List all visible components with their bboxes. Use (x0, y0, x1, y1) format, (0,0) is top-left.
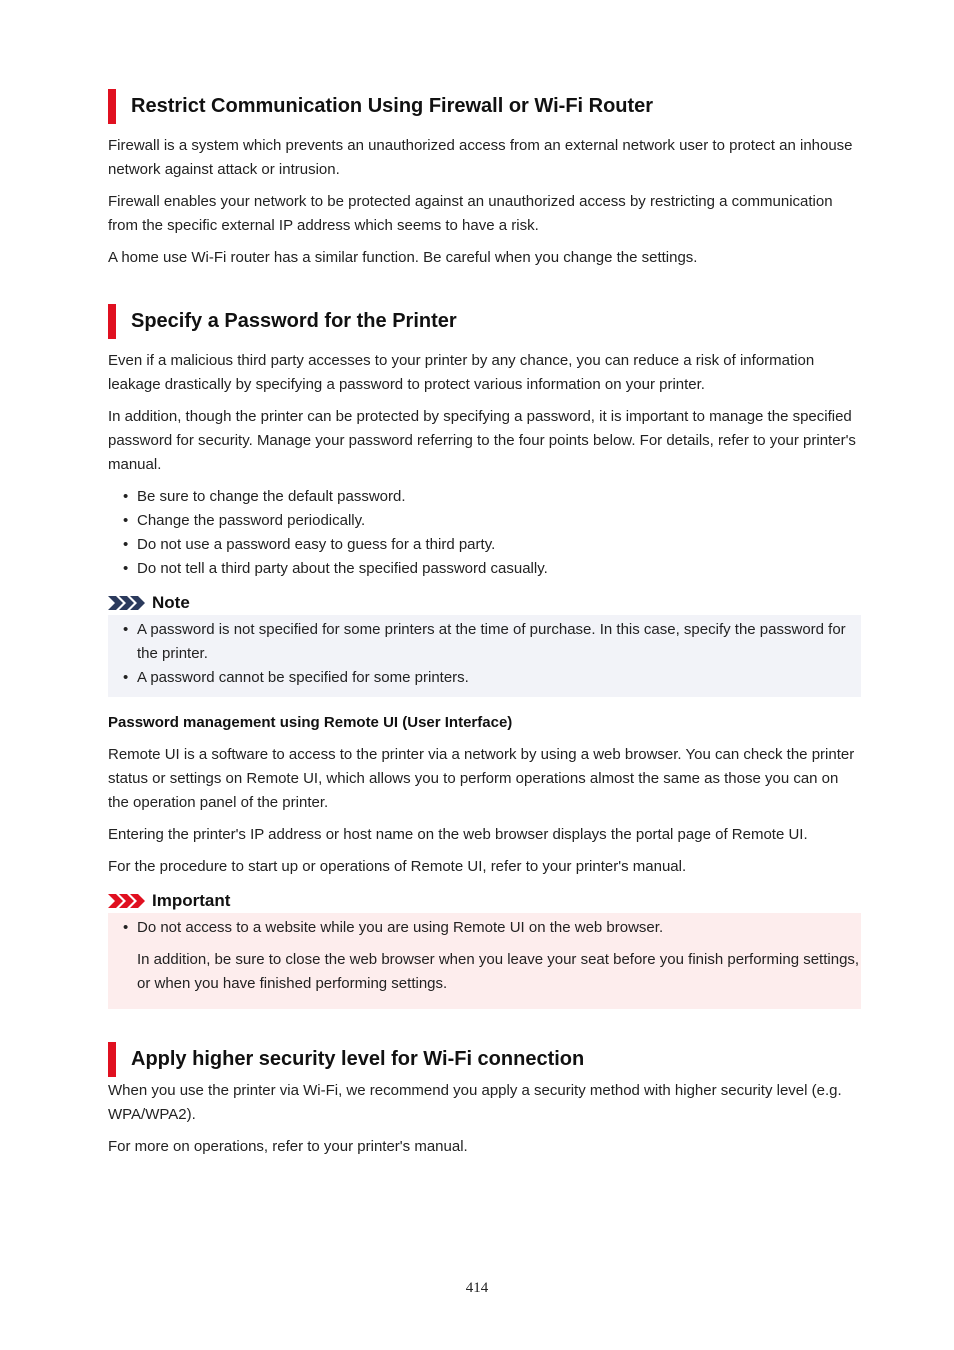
list-item (108, 557, 861, 581)
list-item (108, 533, 861, 557)
bullet: • (123, 560, 129, 577)
important-chevrons-icon (108, 894, 148, 908)
section-accent-bar (108, 89, 116, 124)
paragraph: Firewall is a system which prevents an unauthorized access from an external network user to protect an inhouse network against attack or intrusion. (108, 137, 853, 178)
bullet: • (123, 669, 129, 686)
list-item-text: Do not access to a website while you are using Remote UI on the web browser. (137, 919, 664, 936)
list-item (108, 666, 861, 690)
note-list (108, 618, 861, 690)
paragraph: When you use the printer via Wi-Fi, we recommend you apply a security method with higher security level (e.g. WPA/WPA2). (108, 1082, 842, 1123)
important-box (108, 913, 861, 1009)
paragraph: Even if a malicious third party accesses to your printer by any chance, you can reduce a risk of information leakage drastically by specifying a password to protect various information on your printer. (108, 352, 815, 393)
list-item-text: Change the password periodically. (137, 512, 366, 529)
list-item (108, 618, 861, 666)
note-box (108, 615, 861, 697)
bullet: • (123, 536, 129, 553)
important-label: Important (152, 891, 231, 910)
paragraph: For the procedure to start up or operations of Remote UI, refer to your printer's manual. (108, 858, 687, 875)
important-heading (108, 889, 861, 913)
subheading-remote-ui: Password management using Remote UI (User Interface) (108, 714, 513, 731)
paragraph: Firewall enables your network to be protected against an unauthorized access by restricting a communication from the specific external IP address which seems to have a risk. (108, 193, 833, 234)
document-page (108, 88, 861, 1159)
list-item (108, 509, 861, 533)
important-list (108, 916, 861, 940)
list-item (108, 916, 861, 940)
paragraph: A home use Wi-Fi router has a similar function. Be careful when you change the settings. (108, 249, 698, 266)
list-item (108, 485, 861, 509)
paragraph: For more on operations, refer to your printer's manual. (108, 1138, 468, 1155)
list-item-text: Be sure to change the default password. (137, 488, 406, 505)
section-accent-bar (108, 304, 116, 339)
bullet: • (123, 919, 129, 936)
note-chevrons-icon (108, 596, 148, 610)
section-title-text: Specify a Password for the Printer (131, 310, 457, 332)
section-title-text: Restrict Communication Using Firewall or Wi-Fi Router (131, 95, 654, 117)
note-label: Note (152, 593, 190, 612)
section-title-password (108, 303, 861, 339)
list-item-text: A password cannot be specified for some printers. (137, 669, 469, 686)
list-item-text: A password is not specified for some printers at the time of purchase. In this case, specify the password for the printer. (137, 621, 846, 662)
paragraph: Entering the printer's IP address or host name on the web browser displays the portal page of Remote UI. (108, 826, 808, 843)
important-followup: In addition, be sure to close the web browser when you leave your seat before you finish performing settings, or when you have finished performing settings. (137, 951, 860, 992)
list-item-text: Do not use a password easy to guess for a third party. (137, 536, 496, 553)
section-title-text: Apply higher security level for Wi-Fi connection (131, 1048, 585, 1070)
section-title-wifi-security (108, 1041, 861, 1077)
password-tips-list (108, 485, 861, 581)
paragraph: In addition, though the printer can be protected by specifying a password, it is important to manage the specified password for security. Manage your password referring to the four points below. For details, refer to your printer's manual. (108, 408, 856, 473)
bullet: • (123, 621, 129, 638)
page-number: 414 (465, 1280, 489, 1296)
note-heading (108, 591, 861, 615)
bullet: • (123, 512, 129, 529)
list-item-text: Do not tell a third party about the specified password casually. (137, 560, 548, 577)
paragraph: Remote UI is a software to access to the printer via a network by using a web browser. You can check the printer status or settings on Remote UI, which allows you to perform operations almost the same as those you can on the operation panel of the printer. (108, 746, 855, 811)
bullet: • (123, 488, 129, 505)
section-accent-bar (108, 1042, 116, 1077)
section-title-firewall (108, 88, 861, 124)
